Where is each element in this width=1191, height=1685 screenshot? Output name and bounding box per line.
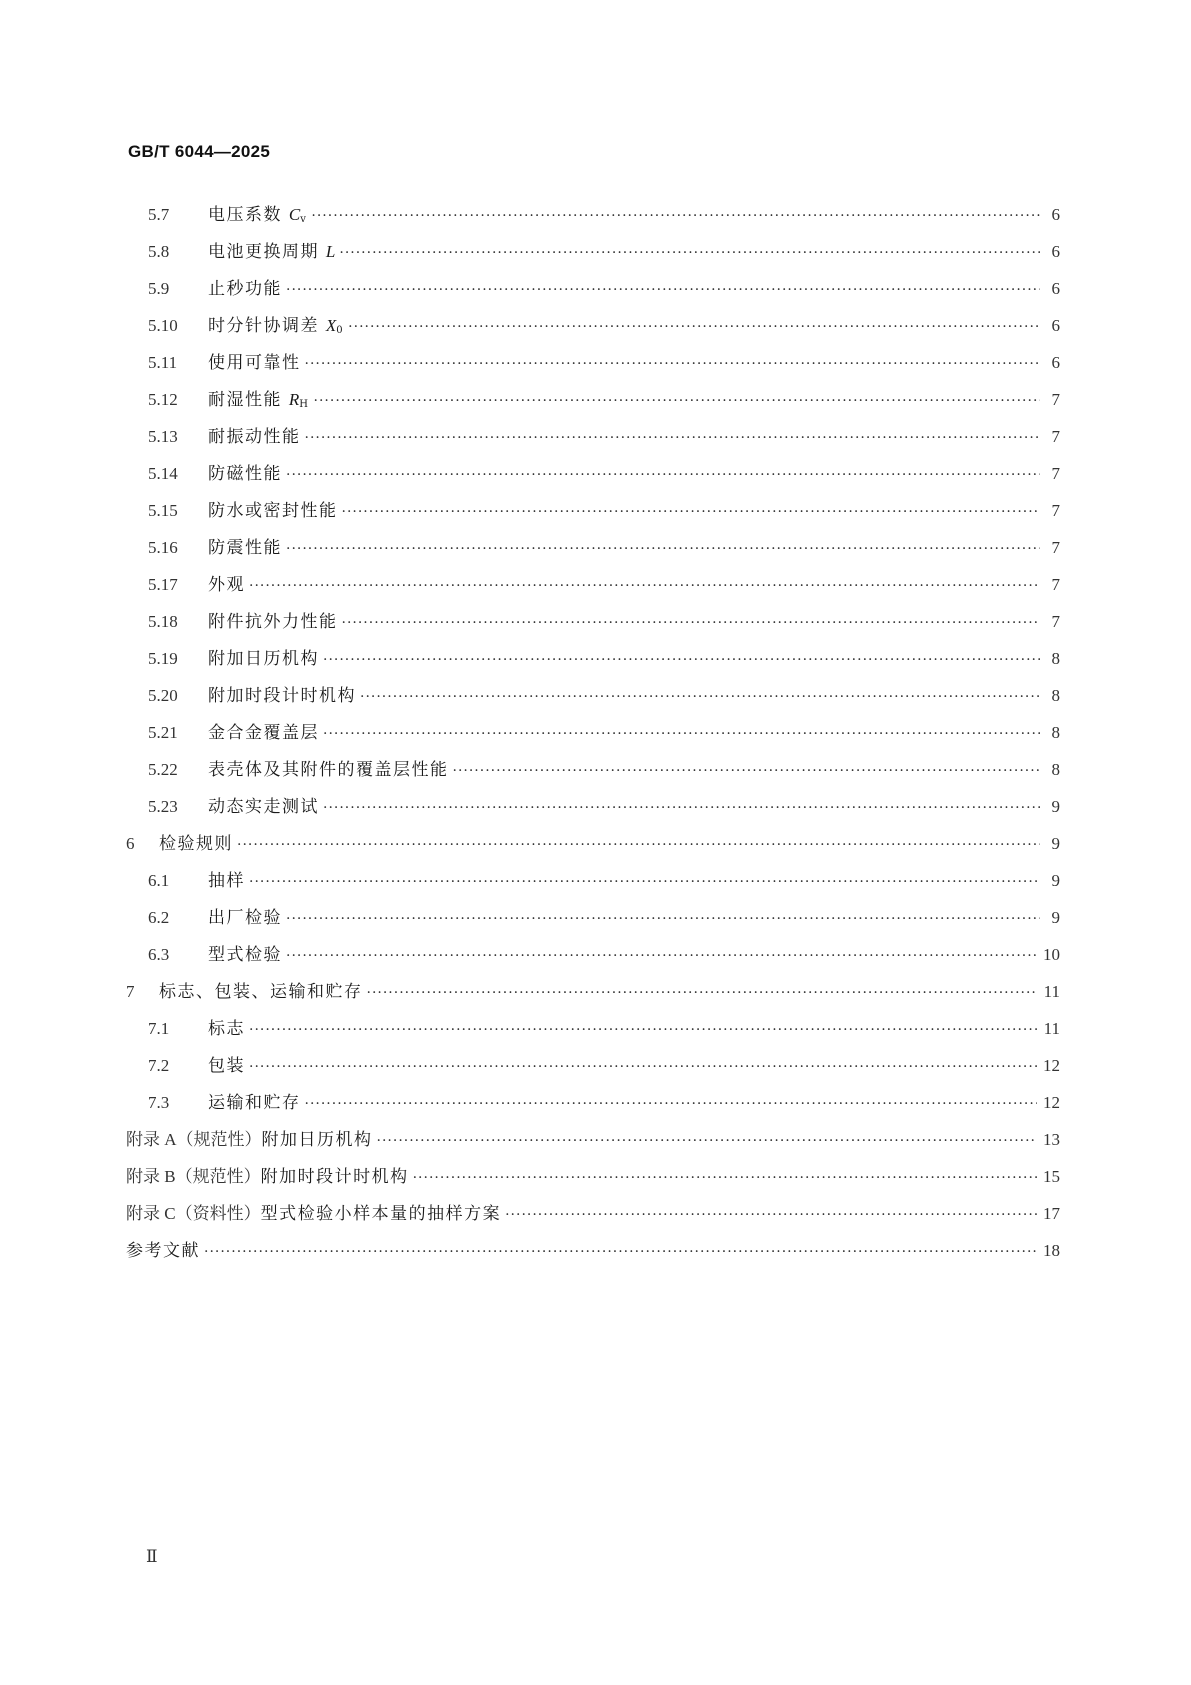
toc-entry-title: 附件抗外力性能 (208, 612, 338, 632)
toc-entry-title: 耐湿性能 $R_H$ (208, 390, 310, 410)
toc-entry-title: 出厂检验 (208, 908, 282, 928)
toc-entry-page: 7 (1051, 464, 1060, 483)
toc-entry[interactable] (126, 1195, 1060, 1232)
toc-entry-symbol-subscript: 0 (336, 325, 345, 336)
toc-entry-number: 5.16 (148, 538, 178, 557)
toc-entry[interactable] (126, 862, 1060, 899)
toc-entry-title: 外观 (208, 575, 245, 595)
toc-leader-dots (342, 494, 1041, 531)
toc-entry-title: 时分针协调差 $X_0$ (208, 316, 345, 336)
toc-entry-title: 金合金覆盖层 (208, 723, 319, 743)
toc-entry-number: 5.21 (148, 723, 178, 742)
toc-entry-number: 6.3 (148, 945, 170, 964)
toc-entry-title: 标志、包装、运输和贮存 (159, 982, 363, 1002)
toc-entry-number: 5.19 (148, 649, 178, 668)
toc-entry-title: 运输和贮存 (208, 1093, 301, 1113)
toc-entry-title: 防水或密封性能 (208, 501, 338, 521)
toc-leader-dots (305, 420, 1041, 457)
toc-entry[interactable] (126, 455, 1060, 492)
toc-leader-dots (249, 568, 1040, 605)
toc-leader-dots (249, 1012, 1038, 1049)
toc-entry-title: 抽样 (208, 871, 245, 891)
toc-leader-dots (249, 864, 1040, 901)
toc-entry[interactable] (126, 307, 1060, 344)
toc-leader-dots (342, 605, 1041, 642)
toc-entry-page: 9 (1051, 871, 1060, 890)
toc-entry[interactable] (126, 344, 1060, 381)
toc-entry-page: 8 (1051, 686, 1060, 705)
toc-entry-title: 检验规则 (159, 834, 233, 854)
toc-entry[interactable] (126, 1010, 1060, 1047)
toc-entry[interactable] (126, 603, 1060, 640)
toc-leader-dots (360, 679, 1040, 716)
toc-entry[interactable] (126, 936, 1060, 973)
toc-entry[interactable] (126, 270, 1060, 307)
toc-entry-title: 止秒功能 (208, 279, 282, 299)
toc-leader-dots (348, 309, 1040, 346)
toc-leader-dots (377, 1123, 1037, 1160)
toc-entry-page: 8 (1051, 649, 1060, 668)
toc-leader-dots (286, 457, 1040, 494)
toc-entry[interactable] (126, 899, 1060, 936)
toc-entry-page: 7 (1051, 575, 1060, 594)
toc-entry[interactable] (126, 418, 1060, 455)
toc-entry[interactable] (126, 788, 1060, 825)
toc-entry-number: 7.3 (148, 1093, 170, 1112)
toc-entry-page: 6 (1051, 316, 1060, 335)
toc-entry-page: 10 (1043, 945, 1060, 964)
toc-entry-title: 标志 (208, 1019, 245, 1039)
toc-entry-symbol-subscript: H (299, 399, 310, 410)
toc-entry-number: 6 (126, 834, 135, 853)
toc-entry[interactable] (126, 640, 1060, 677)
toc-entry-number: 5.13 (148, 427, 178, 446)
toc-entry-title: 电压系数 $C_v$ (208, 205, 308, 225)
toc-leader-dots (323, 642, 1040, 679)
toc-entry-title: 动态实走测试 (208, 797, 319, 817)
toc-entry[interactable] (126, 1047, 1060, 1084)
toc-leader-dots (367, 975, 1038, 1012)
toc-entry-page: 8 (1051, 723, 1060, 742)
toc-entry-number: 6.2 (148, 908, 170, 927)
toc-entry[interactable] (126, 714, 1060, 751)
toc-entry-page: 9 (1051, 797, 1060, 816)
toc-entry-page: 6 (1051, 279, 1060, 298)
toc-entry-number: 5.10 (148, 316, 178, 335)
toc-leader-dots (311, 198, 1040, 235)
toc-entry-number: 5.22 (148, 760, 178, 779)
toc-entry[interactable] (126, 196, 1060, 233)
toc-entry-title: 耐振动性能 (208, 427, 301, 447)
toc-entry-title: 使用可靠性 (208, 353, 301, 373)
toc-entry-title: 表壳体及其附件的覆盖层性能 (208, 760, 449, 780)
toc-entry-number: 6.1 (148, 871, 170, 890)
toc-entry[interactable] (126, 492, 1060, 529)
toc-entry-number: 5.14 (148, 464, 178, 483)
toc-entry[interactable] (126, 1084, 1060, 1121)
toc-entry-number: 7.2 (148, 1056, 170, 1075)
toc-entry-number: 5.20 (148, 686, 178, 705)
toc-entry-title: 型式检验 (208, 945, 282, 965)
toc-leader-dots (323, 716, 1040, 753)
toc-entry-page: 7 (1051, 501, 1060, 520)
toc-entry-number: 5.7 (148, 205, 170, 224)
toc-entry-symbol: L (325, 242, 336, 261)
toc-entry-page: 6 (1051, 205, 1060, 224)
toc-entry-title: 电池更换周期 L (208, 242, 336, 262)
toc-entry-page: 18 (1043, 1241, 1060, 1260)
toc-entry-number: 5.9 (148, 279, 170, 298)
toc-entry-title: 附加日历机构 (208, 649, 319, 669)
toc-entry-symbol-subscript: v (300, 214, 308, 225)
toc-leader-dots (286, 272, 1040, 309)
toc-leader-dots (314, 383, 1040, 420)
toc-leader-dots (305, 346, 1041, 383)
toc-entry-title: 附加时段计时机构 (260, 1167, 409, 1187)
toc-entry[interactable] (126, 1158, 1060, 1195)
toc-entry-number: 7 (126, 982, 135, 1001)
table-of-contents (126, 196, 1060, 1269)
toc-entry-symbol: X (325, 316, 337, 335)
toc-entry-number: 附录 B（规范性） (126, 1167, 261, 1186)
toc-entry[interactable] (126, 973, 1060, 1010)
toc-entry-number: 5.11 (148, 353, 178, 372)
toc-entry-page: 15 (1043, 1167, 1060, 1186)
toc-leader-dots (339, 235, 1040, 272)
toc-leader-dots (237, 827, 1040, 864)
toc-entry-number: 附录 C（资料性） (126, 1204, 261, 1223)
toc-entry[interactable] (126, 825, 1060, 862)
toc-entry-page: 7 (1051, 390, 1060, 409)
toc-entry-page: 12 (1043, 1093, 1060, 1112)
toc-leader-dots (286, 901, 1040, 938)
toc-entry[interactable] (126, 233, 1060, 270)
toc-entry-title: 参考文献 (126, 1241, 200, 1261)
toc-entry-page: 11 (1043, 982, 1060, 1001)
toc-entry-number: 5.15 (148, 501, 178, 520)
toc-entry[interactable] (126, 677, 1060, 714)
toc-entry-page: 7 (1051, 427, 1060, 446)
toc-entry-page: 12 (1043, 1056, 1060, 1075)
toc-entry[interactable] (126, 751, 1060, 788)
toc-entry-page: 9 (1051, 834, 1060, 853)
toc-entry-title: 附加时段计时机构 (208, 686, 356, 706)
toc-leader-dots (413, 1160, 1037, 1197)
toc-entry-number: 5.17 (148, 575, 178, 594)
toc-entry-page: 6 (1051, 353, 1060, 372)
toc-entry-number: 5.8 (148, 242, 170, 261)
toc-entry-number: 附录 A（规范性） (126, 1130, 262, 1149)
toc-entry-number: 7.1 (148, 1019, 170, 1038)
toc-leader-dots (286, 938, 1037, 975)
toc-entry-title: 附加日历机构 (261, 1130, 373, 1150)
toc-entry-page: 11 (1043, 1019, 1060, 1038)
toc-entry[interactable] (126, 1232, 1060, 1269)
toc-entry-page: 13 (1043, 1130, 1060, 1149)
toc-leader-dots (505, 1197, 1037, 1234)
toc-entry-page: 7 (1051, 612, 1060, 631)
toc-entry-page: 8 (1051, 760, 1060, 779)
toc-entry-number: 5.12 (148, 390, 178, 409)
toc-entry-title: 防磁性能 (208, 464, 282, 484)
toc-entry-page: 17 (1043, 1204, 1060, 1223)
toc-entry-page: 6 (1051, 242, 1060, 261)
toc-entry[interactable] (126, 381, 1060, 418)
toc-entry-page: 7 (1051, 538, 1060, 557)
toc-entry-symbol: R (288, 390, 300, 409)
toc-leader-dots (249, 1049, 1037, 1086)
toc-entry-number: 5.23 (148, 797, 178, 816)
toc-entry[interactable] (126, 529, 1060, 566)
toc-leader-dots (323, 790, 1040, 827)
toc-entry[interactable] (126, 566, 1060, 603)
standard-code: GB/T 6044—2025 (128, 142, 271, 161)
toc-leader-dots (453, 753, 1041, 790)
toc-entry-page: 9 (1051, 908, 1060, 927)
toc-entry-title: 防震性能 (208, 538, 282, 558)
toc-entry-number: 5.18 (148, 612, 178, 631)
toc-leader-dots (305, 1086, 1038, 1123)
toc-leader-dots (204, 1234, 1037, 1271)
toc-entry-title: 包装 (208, 1056, 245, 1076)
toc-leader-dots (286, 531, 1040, 568)
toc-entry-symbol: C (288, 205, 301, 224)
toc-entry-title: 型式检验小样本量的抽样方案 (260, 1204, 502, 1224)
toc-entry[interactable] (126, 1121, 1060, 1158)
page-number: Ⅱ (146, 1547, 158, 1566)
